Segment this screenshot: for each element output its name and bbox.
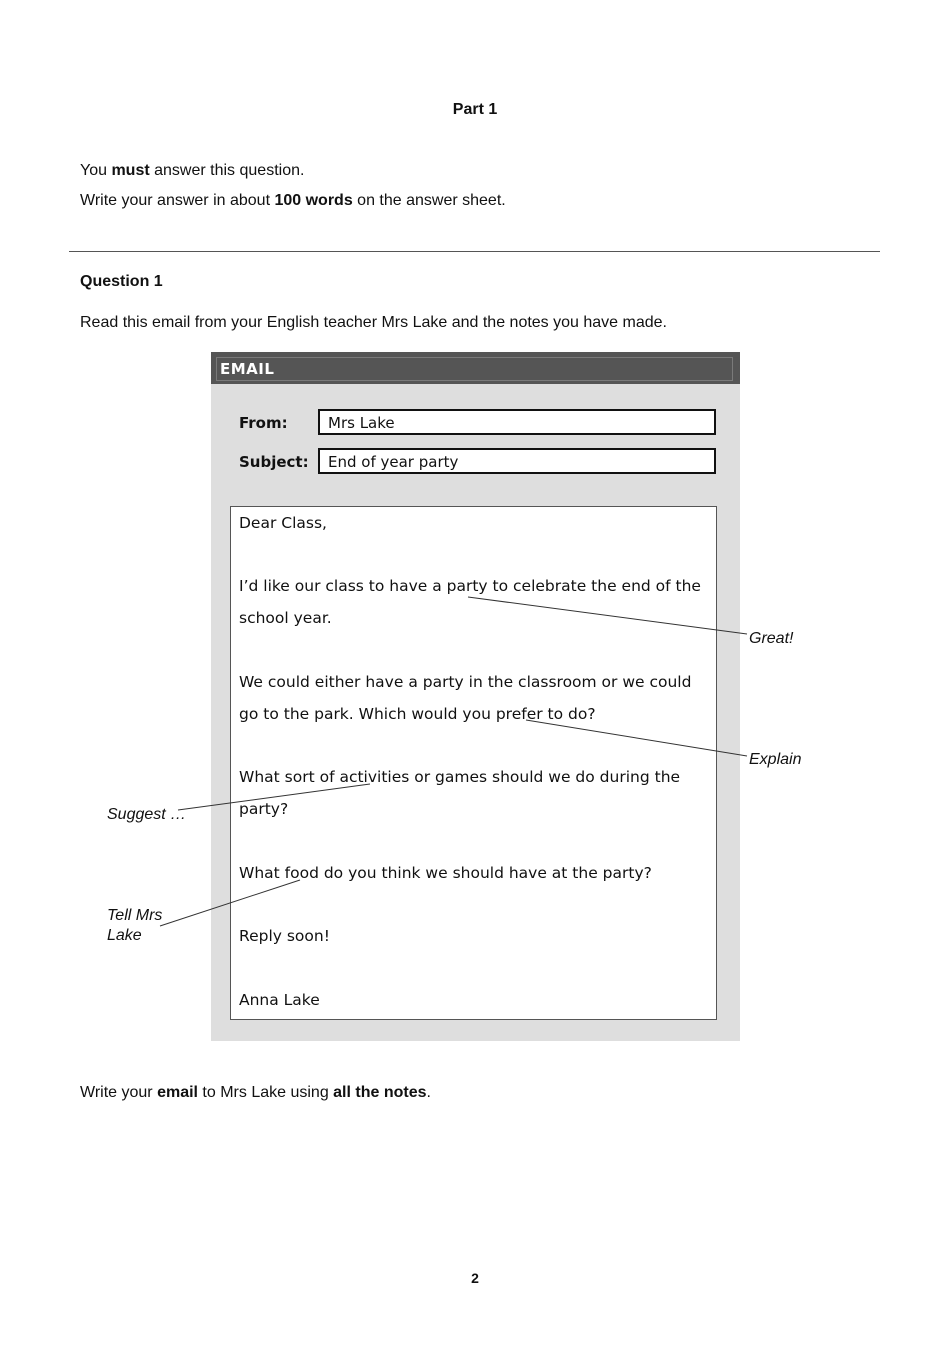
outro-post: . [426, 1084, 431, 1101]
question-title: Question 1 [80, 273, 163, 290]
instruction-2-pre: Write your answer in about [80, 192, 275, 209]
subject-field: End of year party [318, 448, 716, 474]
note-tell-line2: Lake [107, 927, 142, 944]
instruction-1-pre: You [80, 162, 112, 179]
email-p3-line2: party? [239, 800, 289, 818]
outro-mid: to Mrs Lake using [197, 1084, 334, 1101]
from-field: Mrs Lake [318, 409, 716, 435]
email-p1-line2: school year. [239, 609, 332, 627]
instruction-1-post: answer this question. [149, 162, 305, 179]
email-p1-line1: I’d like our class to have a party to celebrate the end of the [239, 577, 701, 595]
question-intro: Read this email from your English teacher Mrs Lake and the notes you have made. [80, 314, 667, 331]
email-signature: Anna Lake [239, 991, 320, 1009]
outro-bold-notes: all the notes [333, 1084, 427, 1101]
leader-line-explain [526, 720, 747, 756]
note-suggest: Suggest … [107, 806, 187, 823]
closing-instruction [80, 1084, 431, 1102]
email-p2-line1: We could either have a party in the classroom or we could [239, 673, 692, 691]
leader-line-tell [160, 880, 300, 926]
email-p3-line1: What sort of activities or games should we do during the [239, 768, 681, 786]
leader-line-suggest [178, 784, 370, 810]
email-greeting: Dear Class, [239, 514, 327, 532]
part-title: Part 1 [452, 101, 498, 118]
from-label: From: [239, 414, 288, 432]
instruction-2-bold: 100 words [274, 192, 353, 209]
instruction-1-bold: must [111, 162, 150, 179]
page-number: 2 [471, 1270, 479, 1286]
leader-line-great [468, 597, 747, 634]
instruction-2-post: on the answer sheet. [352, 192, 506, 209]
note-tell-line1: Tell Mrs [107, 907, 163, 924]
subject-label: Subject: [239, 453, 309, 471]
email-p2-line2: go to the park. Which would you prefer to do? [239, 705, 596, 723]
outro-bold-email: email [157, 1084, 198, 1101]
outro-pre: Write your [80, 1084, 158, 1101]
email-p4: What food do you think we should have at the party? [239, 864, 652, 882]
note-explain: Explain [749, 751, 802, 768]
note-great: Great! [749, 630, 794, 647]
email-header-label: EMAIL [220, 360, 275, 378]
email-closing: Reply soon! [239, 927, 330, 945]
